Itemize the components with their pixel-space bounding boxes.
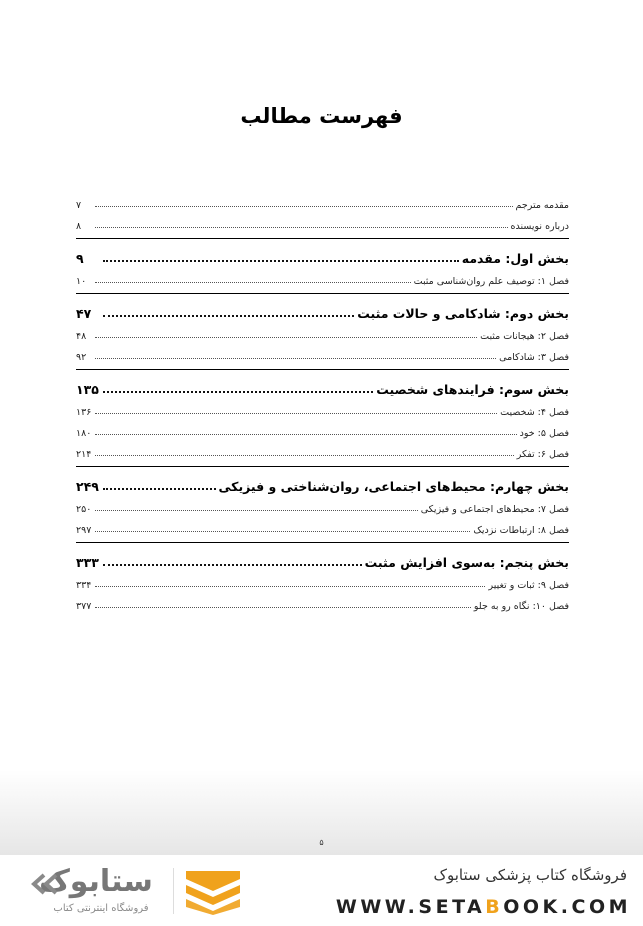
url-prefix: WWW.SETA <box>335 896 486 918</box>
table-of-contents <box>76 190 569 612</box>
dot-leader <box>95 357 496 359</box>
toc-part-title: بخش دوم: شادکامی و حالات مثبت <box>357 306 569 321</box>
chevron-stack-icon <box>182 867 244 915</box>
toc-chapter-label: فصل ۹: ثبات و تغییر <box>488 580 569 591</box>
toc-chapter-label: فصل ۶: تفکر <box>516 449 569 460</box>
toc-chapter-label: فصل ۱۰: نگاه رو به جلو <box>473 601 569 612</box>
toc-chapter-6[interactable] <box>76 439 569 460</box>
toc-part-5[interactable] <box>76 547 569 570</box>
section-divider <box>76 293 569 294</box>
double-chevron-icon <box>30 873 62 895</box>
store-logo-wordmark: ستابوک <box>39 864 153 899</box>
dot-leader <box>103 259 459 262</box>
toc-page-number: ۳۳۴ <box>76 580 92 591</box>
dot-leader <box>103 563 362 566</box>
section-divider <box>76 238 569 239</box>
dot-leader <box>95 509 418 511</box>
dot-leader <box>103 314 354 317</box>
toc-chapter-label: فصل ۴: شخصیت <box>500 407 569 418</box>
toc-page-number: ۹۲ <box>76 352 87 363</box>
logo-subtitle: فروشگاه اینترنتی کتاب <box>53 903 149 914</box>
dot-leader <box>95 606 471 608</box>
toc-page-number: ۲۱۴ <box>76 449 92 460</box>
dot-leader <box>95 454 514 456</box>
toc-chapter-9[interactable] <box>76 570 569 591</box>
toc-page-number: ۲۹۷ <box>76 525 92 536</box>
toc-chapter-label: فصل ۵: خود <box>519 428 569 439</box>
toc-chapter-10[interactable] <box>76 591 569 612</box>
toc-part-4[interactable] <box>76 471 569 494</box>
toc-part-3[interactable] <box>76 374 569 397</box>
toc-part-title: بخش چهارم: محیط‌های اجتماعی، روان‌شناختی و فیزیکی <box>218 479 569 494</box>
toc-page-number: ۷ <box>76 200 82 211</box>
toc-page-number: ۹ <box>76 251 84 266</box>
toc-page-number: ۸ <box>76 221 82 232</box>
store-banner[interactable] <box>0 855 643 926</box>
toc-chapter-label: فصل ۱: توصیف علم روان‌شناسی مثبت <box>413 276 569 287</box>
toc-page-number: ۲۵۰ <box>76 504 92 515</box>
toc-page-number: ۳۷۷ <box>76 601 92 612</box>
toc-chapter-5[interactable] <box>76 418 569 439</box>
page-title: فهرست مطالب <box>240 104 403 128</box>
toc-page-number: ۴۷ <box>76 306 92 321</box>
toc-chapter-8[interactable] <box>76 515 569 536</box>
toc-chapter-label: فصل ۳: شادکامی <box>499 352 569 363</box>
toc-chapter-label: فصل ۲: هیجانات مثبت <box>480 331 569 342</box>
toc-chapter-4[interactable] <box>76 397 569 418</box>
dot-leader <box>95 205 513 207</box>
toc-entry-label: درباره نویسنده <box>510 221 569 232</box>
url-suffix: OOK.COM <box>503 896 631 918</box>
toc-part-1[interactable] <box>76 243 569 266</box>
section-divider <box>76 542 569 543</box>
toc-part-2[interactable] <box>76 298 569 321</box>
toc-page-number: ۱۳۶ <box>76 407 92 418</box>
toc-chapter-1[interactable] <box>76 266 569 287</box>
toc-page-number: ۱۸۰ <box>76 428 92 439</box>
store-name: فروشگاه کتاب پزشکی ستابوک <box>433 866 627 884</box>
dot-leader <box>95 336 477 338</box>
dot-leader <box>95 585 485 587</box>
dot-leader <box>95 226 508 228</box>
toc-part-title: بخش پنجم: به‌سوی افزایش مثبت <box>364 555 569 570</box>
store-url[interactable] <box>336 896 631 918</box>
toc-chapter-label: فصل ۷: محیط‌های اجتماعی و فیزیکی <box>420 504 569 515</box>
dot-leader <box>95 530 470 532</box>
toc-part-title: بخش اول: مقدمه <box>461 251 569 266</box>
toc-entry-translator-intro[interactable] <box>76 190 569 211</box>
dot-leader <box>95 281 411 283</box>
toc-entry-about-author[interactable] <box>76 211 569 232</box>
toc-page-number: ۳۳۳ <box>76 555 99 570</box>
logo-divider <box>173 868 174 914</box>
toc-page-number: ۴۸ <box>76 331 87 342</box>
dot-leader <box>103 390 373 393</box>
toc-page-number: ۱۳۵ <box>76 382 99 397</box>
section-divider <box>76 466 569 467</box>
toc-chapter-label: فصل ۸: ارتباطات نزدیک <box>473 525 569 536</box>
toc-chapter-3[interactable] <box>76 342 569 363</box>
section-divider <box>76 369 569 370</box>
toc-page-number: ۱۰ <box>76 276 87 287</box>
dot-leader <box>95 412 497 414</box>
toc-chapter-7[interactable] <box>76 494 569 515</box>
toc-page-number: ۲۴۹ <box>76 479 99 494</box>
dot-leader <box>95 433 517 435</box>
toc-part-title: بخش سوم: فرایندهای شخصیت <box>376 382 569 397</box>
dot-leader <box>103 487 216 490</box>
url-accent-letter: B <box>485 896 504 918</box>
page-number: ۵ <box>319 838 324 847</box>
toc-entry-label: مقدمه مترجم <box>515 200 569 211</box>
toc-chapter-2[interactable] <box>76 321 569 342</box>
